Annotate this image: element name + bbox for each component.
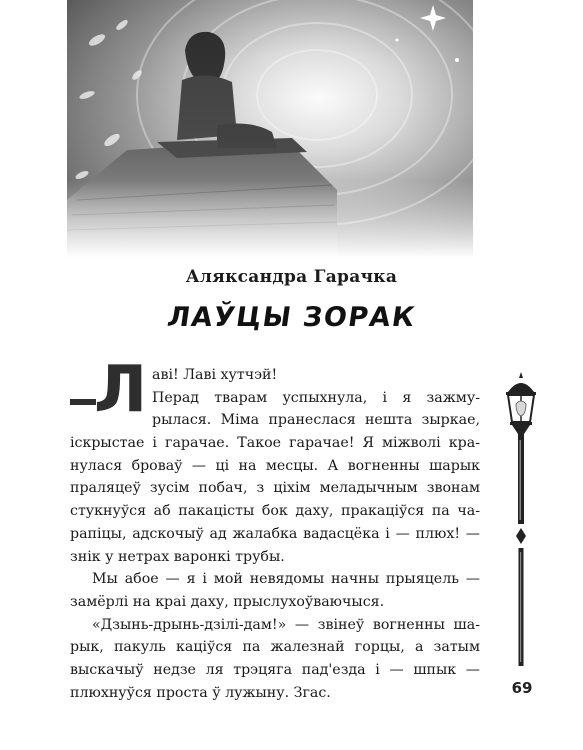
text-line: нулася броваў — ці на месцы. А вогненны шарык [70, 457, 480, 474]
text-line: «Дзынь-дрынь-дзілі-дам!» — звінеў вогненны ша- [92, 616, 480, 633]
text-line: рылася. Міма пранеслася нешта зыркае, [152, 412, 480, 429]
text-line: замёрлі на краі даху, прыслухоўваючыся. [70, 593, 385, 610]
author-name: Аляксандра Гарачка [185, 267, 398, 287]
text-line: праляцеў зусім побач, з ціхім меладычным звонам [70, 480, 480, 497]
text-line: выскачыў недзе ля трэцяга пад'езда і — шпык — [70, 661, 480, 678]
story-body [70, 364, 480, 704]
text-line: іскрыстае і гарачае. Такое гарачае! Я міжволі кра- [70, 435, 480, 452]
story-title: ЛАЎЦЫ ЗОРАК [165, 302, 418, 333]
text-line: Мы абое — я і мой невядомы начны прыяцель — [92, 571, 480, 588]
text-line: рык, пакуль каціўся па жалезнай горцы, а затым [70, 639, 480, 656]
text-line: Перад тварам успыхнула, і я зажму- [152, 389, 480, 406]
text-line: аві! Лаві хутчэй! [152, 367, 278, 383]
street-lamp-icon [496, 370, 546, 670]
street-lamp-icon-art [496, 370, 546, 670]
text-line: плюхнуўся проста ў лужыну. Згас. [70, 684, 331, 701]
boy-on-roof-illustration-art [67, 0, 473, 258]
text-line: рапіцы, адскочыў ад жалабка вадасцёка і — плюх! — [70, 525, 480, 542]
text-line: знік у нетрах варонкі трубы. [70, 548, 285, 565]
text-line: стукнуўся аб пакацісты бок даху, пракаціўся па ча- [70, 503, 480, 520]
page-number: 69 [511, 679, 533, 697]
dropcap-letter: Л [94, 353, 148, 427]
boy-on-roof-illustration [67, 0, 473, 258]
